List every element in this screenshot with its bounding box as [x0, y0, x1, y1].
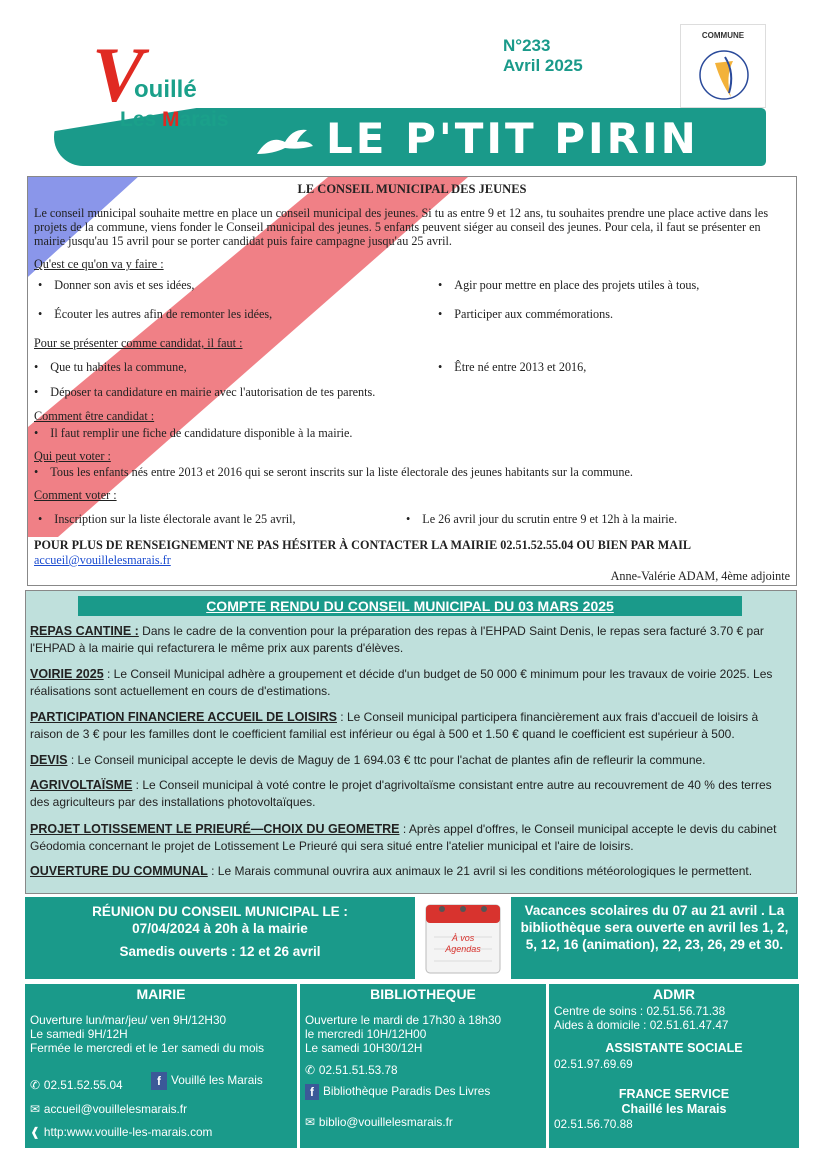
list-item: • Le 26 avril jour du scrutin entre 9 et 12h à la mairie.: [406, 512, 677, 526]
bibliotheque-hours-1: Ouverture le mardi de 17h30 à 18h30: [305, 1013, 502, 1027]
commune-logo: [680, 24, 766, 108]
youth-council-section: [27, 176, 797, 586]
logo-les-marais: Les Marais: [120, 108, 229, 131]
list-item: • Il faut remplir une fiche de candidature disponible à la mairie.: [34, 426, 352, 440]
report-item-voirie: VOIRIE 2025 : Le Conseil Municipal adhère a groupement et décide d'un budget de 50 000 € minimum pour les travaux de voirie 2025. Les réalisations sont actuellement en cours de d'estimations.: [30, 667, 773, 698]
mairie-hours-1: Ouverture lun/mar/jeu/ ven 9H/12H30: [30, 1013, 227, 1027]
report-item-cantine: REPAS CANTINE : Dans le cadre de la convention pour la préparation des repas à l'EHPAD Saint Denis, le repas sera facturé 3.70 € par l'EHPAD à la mairie qui refacturera le même prix aux parents d'élèves.: [30, 624, 764, 655]
list-item: • Que tu habites la commune,: [34, 360, 187, 374]
admr-line-2: Aides à domicile : 02.51.61.47.47: [554, 1018, 729, 1032]
bibliotheque-hours-2: le mercredi 10H/12H00: [305, 1027, 427, 1041]
list-item: • Agir pour mettre en place des projets utiles à tous,: [438, 278, 699, 292]
social-assistant-phone: 02.51.97.69.69: [554, 1057, 633, 1071]
facebook-icon: f: [305, 1084, 319, 1100]
list-item: • Inscription sur la liste électorale avant le 25 avril,: [38, 512, 296, 526]
report-item-communal: OUVERTURE DU COMMUNAL : Le Marais communal ouvrira aux animaux le 21 avril si les conditions météorologiques le permettent.: [30, 864, 753, 878]
logo-letter-v: V: [92, 31, 145, 118]
issue-number: N°233: [503, 36, 551, 55]
bibliotheque-box: [300, 984, 546, 1148]
agenda-image: [420, 897, 506, 979]
mairie-title: MAIRIE: [136, 986, 186, 1002]
bird-icon: [255, 124, 315, 158]
bibliotheque-phone: ✆ 02.51.51.53.78: [305, 1063, 398, 1078]
meeting-line-1: RÉUNION DU CONSEIL MUNICIPAL LE :: [92, 904, 348, 919]
wifi-icon: ❰: [30, 1125, 40, 1140]
mairie-email[interactable]: ✉ accueil@vouillelesmarais.fr: [30, 1102, 187, 1117]
q3-heading: Comment être candidat :: [34, 409, 155, 423]
mail-icon: ✉: [30, 1102, 40, 1117]
logo-ouille: ouillé: [134, 76, 197, 103]
list-item: • Déposer ta candidature en mairie avec l'autorisation de tes parents.: [34, 385, 375, 399]
mairie-website[interactable]: ❰ http:www.vouille-les-marais.com: [30, 1125, 213, 1140]
mail-icon: ✉: [305, 1115, 315, 1130]
admr-title: ADMR: [653, 986, 695, 1002]
q5-heading: Comment voter :: [34, 488, 117, 502]
admr-line-1: Centre de soins : 02.51.56.71.38: [554, 1004, 726, 1018]
meeting-line-3: Samedis ouverts : 12 et 26 avril: [119, 944, 321, 959]
youth-council-intro: Le conseil municipal souhaite mettre en place un conseil municipal des jeunes. Si tu as entre 9 et 12 ans, tu souhaites prendre une place active dans les projets de la commune, viens fonder le Conseil municipal des jeunes. 5 enfants peuvent siéger au conseil des jeunes. Pour cela, il faut se présenter en mairie jusqu'au 15 avril pour se porter candidat puis faire campagne jusqu'au 25 avril.: [34, 206, 769, 248]
council-meeting-box: [25, 897, 415, 979]
school-holidays-box: Vacances scolaires du 07 au 21 avril . La bibliothèque sera ouverte en avril les 1, 2, 5, 12, 16 (animation), 22, 23, 26, 29 et 30.: [511, 897, 798, 979]
commune-emblem-icon: [695, 43, 753, 105]
meeting-line-2: 07/04/2024 à 20h à la mairie: [132, 921, 308, 936]
commune-label: COMMUNE: [701, 31, 745, 40]
social-assistant-title: ASSISTANTE SOCIALE: [605, 1041, 743, 1055]
bibliotheque-title: BIBLIOTHEQUE: [370, 986, 476, 1002]
council-report-section: [25, 590, 797, 894]
report-item-loisirs: PARTICIPATION FINANCIERE ACCUEIL DE LOISIRS : Le Conseil municipal participera financièrement aux frais d'accueil de loisirs à raison de 3 € pour les familles dont le coefficient familial est inférieur ou égal à 500 et 1.50 € quand le coefficient est supérieur à 500.: [30, 710, 759, 741]
france-service-title: FRANCE SERVICE: [618, 1087, 730, 1101]
newsletter-title: LE P'TIT PIRIN: [326, 114, 699, 163]
mairie-hours-3: Fermée le mercredi et le 1er samedi du mois: [30, 1041, 265, 1055]
phone-icon: ✆: [305, 1063, 315, 1078]
report-item-lotissement: PROJET LOTISSEMENT LE PRIEURÉ—CHOIX DU GEOMETRE : Après appel d'offres, le Conseil municipal accepte le devis du cabinet Géodomia concernant le projet de Lotissement Le Prieuré qui sera situé entre l'atelier municipal et l'aire de loisirs.: [30, 822, 777, 853]
signature: Anne-Valérie ADAM, 4ème adjointe: [610, 569, 790, 583]
list-item: • Écouter les autres afin de remonter les idées,: [38, 307, 272, 321]
report-item-devis: DEVIS : Le Conseil municipal accepte le devis de Maguy de 1 694.03 € ttc pour l'achat de plantes afin de refleurir la commune.: [30, 753, 706, 767]
phone-icon: ✆: [30, 1078, 40, 1093]
mairie-box: [25, 984, 297, 1148]
mairie-hours-2: Le samedi 9H/12H: [30, 1027, 128, 1041]
facebook-icon: f: [151, 1072, 167, 1090]
contact-notice: POUR PLUS DE RENSEIGNEMENT NE PAS HÉSITER À CONTACTER LA MAIRIE 02.51.52.55.04 OU BIEN PAR MAIL: [34, 538, 691, 552]
list-item: • Participer aux commémorations.: [438, 307, 613, 321]
issue-info: [503, 36, 583, 76]
agenda-label: À vos Agendas: [445, 933, 481, 954]
council-report-title: COMPTE RENDU DU CONSEIL MUNICIPAL DU 03 MARS 2025: [78, 596, 742, 616]
q2-heading: Pour se présenter comme candidat, il faut :: [34, 336, 243, 350]
mairie-phone: ✆ 02.51.52.55.04: [30, 1078, 123, 1093]
list-item: • Donner son avis et ses idées,: [38, 278, 194, 292]
youth-council-title: LE CONSEIL MUNICIPAL DES JEUNES: [297, 182, 527, 196]
list-item: • Être né entre 2013 et 2016,: [438, 360, 586, 374]
list-item: • Tous les enfants nés entre 2013 et 2016 qui se seront inscrits sur la liste électorale des jeunes habitants sur la commune.: [34, 465, 633, 479]
bibliotheque-facebook[interactable]: f Bibliothèque Paradis Des Livres: [305, 1084, 490, 1100]
report-item-agrivoltaisme: AGRIVOLTAÏSME : Le Conseil municipal à voté contre le projet d'agrivoltaïsme consistant entre autre au recouvrement de 40 % des terres des agriculteurs par des installations photovoltaïques.: [30, 778, 772, 809]
france-service-phone: 02.51.56.70.88: [554, 1117, 633, 1131]
admr-box: [549, 984, 799, 1148]
q4-heading: Qui peut voter :: [34, 449, 111, 463]
france-service-location: Chaillé les Marais: [621, 1102, 727, 1116]
mairie-facebook[interactable]: f Vouillé les Marais: [151, 1072, 263, 1090]
bibliotheque-email[interactable]: ✉ biblio@vouillelesmarais.fr: [305, 1115, 453, 1130]
bibliotheque-hours-3: Le samedi 10H30/12H: [305, 1041, 423, 1055]
issue-date: Avril 2025: [503, 56, 583, 75]
q1-heading: Qu'est ce qu'on va y faire :: [34, 257, 164, 271]
contact-email-link[interactable]: accueil@vouillelesmarais.fr: [34, 553, 171, 567]
